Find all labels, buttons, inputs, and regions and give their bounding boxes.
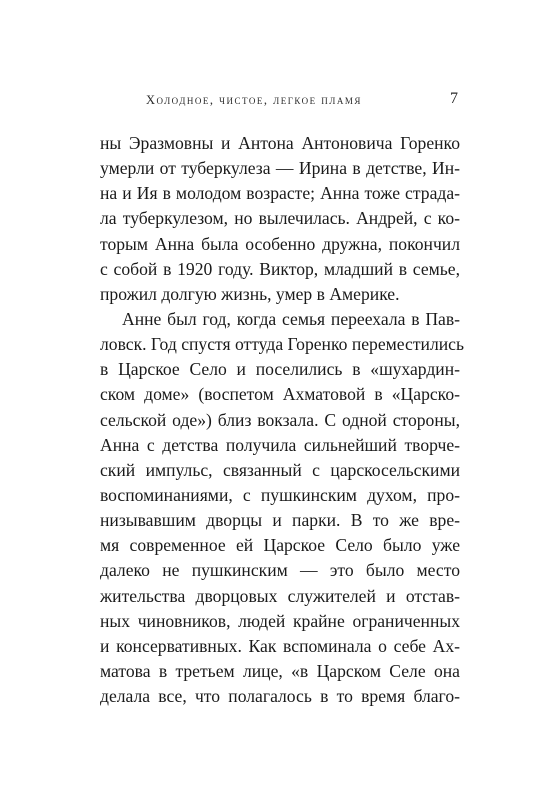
text-line: матова в третьем лице, «в Царском Селе она [100,660,460,681]
text-line: ском доме» (воспетом Ахматовой в «Царско- [100,384,460,405]
text-line: с собой в 1920 году. Виктор, младший в семье, [100,258,460,279]
text-line: низывавшим дворцы и парки. В то же вре- [100,510,460,531]
text-line: ловск. Год спустя оттуда Горенко переместились [100,334,464,355]
text-line: умерли от туберкулеза — Ирина в детстве, Ин- [100,158,460,179]
text-line: воспоминаниями, с пушкинским духом, про- [100,484,460,505]
text-line: Анна с детства получила сильнейший творче- [100,434,460,455]
text-line: далеко не пушкинским — это было место [100,560,460,581]
body-text [100,131,464,709]
text-line: прожил долгую жизнь, умер в Америке. [100,283,400,304]
running-title: Холодное, чистое, легкое пламя [146,93,362,107]
text-line: ский импульс, связанный с царскосельскими [100,459,460,480]
text-line: ла туберкулезом, но вылечилась. Андрей, с ко- [100,208,460,229]
text-line: жительства дворцовых служителей и отстав- [100,585,460,606]
text-line: мя современное ей Царское Село было уже [100,535,460,556]
text-line: и консервативных. Как вспоминала о себе Ах- [100,635,460,656]
text-line: ны Эразмовны и Антона Антоновича Горенко [100,133,460,153]
text-line: сельской оде») близ вокзала. С одной стороны, [100,409,460,430]
text-line: в Царское Село и поселились в «шухардин- [100,359,460,380]
text-line: Анне был год, когда семья переехала в Пав- [122,308,460,329]
text-line: на и Ия в молодом возрасте; Анна тоже страда- [100,183,460,204]
text-line: торым Анна была особенно дружна, покончил [100,233,460,254]
text-line: ных чиновников, людей крайне ограниченных [100,610,460,631]
text-line: делала все, что полагалось в то время благо- [100,686,460,707]
page-number: 7 [450,90,458,107]
